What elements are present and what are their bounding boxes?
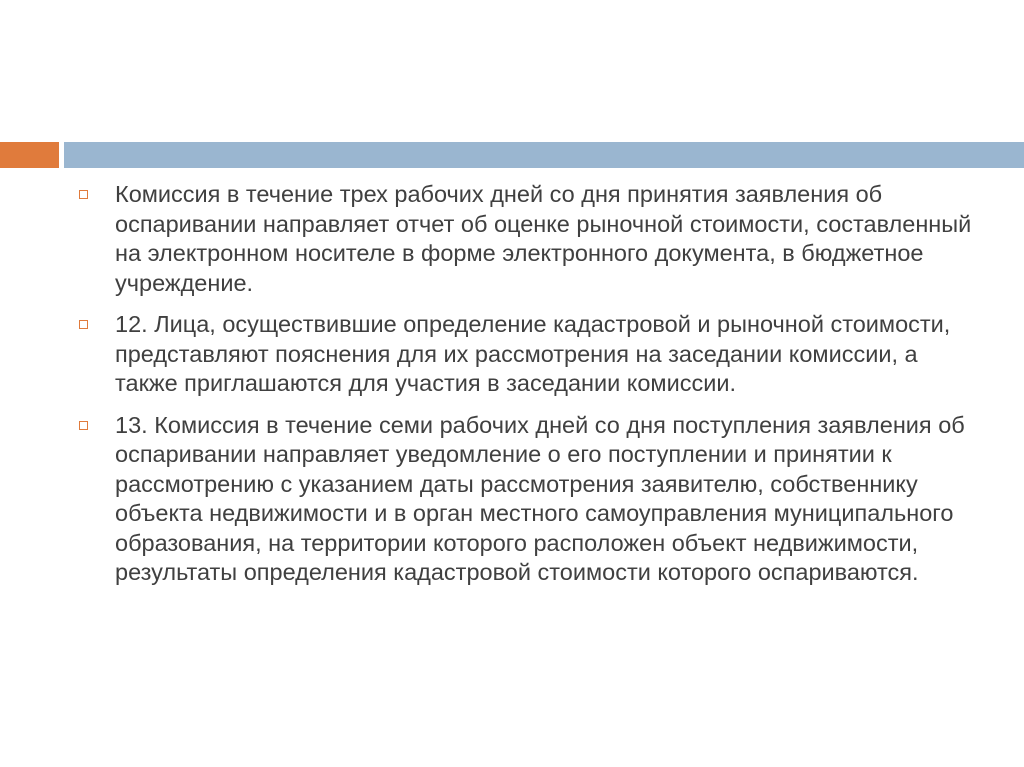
bullet-text: 12. Лица, осуществившие определение кадастровой и рыночной стоимости, представляют пояснения для их рассмотрения на заседании комиссии, а также приглашаются для участия в заседании комиссии. — [115, 311, 951, 396]
hollow-square-bullet-icon — [79, 190, 88, 199]
hollow-square-bullet-icon — [79, 320, 88, 329]
bullet-text: Комиссия в течение трех рабочих дней со дня принятия заявления об оспаривании направляет отчет об оценке рыночной стоимости, составленный на электронном носителе в форме электронного документа, в бюджетное учреждение. — [115, 181, 972, 296]
blue-header-bar — [64, 142, 1024, 168]
bullet-item — [78, 411, 978, 588]
orange-accent-bar — [0, 142, 59, 168]
hollow-square-bullet-icon — [79, 421, 88, 430]
bullet-list — [78, 180, 978, 600]
bullet-text: 13. Комиссия в течение семи рабочих дней со дня поступления заявления об оспаривании направляет уведомление о его поступлении и принятии к рассмотрению с указанием даты рассмотрения заявителю, собственнику объекта недвижимости и в орган местного самоуправления муниципального образования, на территории которого расположен объект недвижимости, результаты определения кадастровой стоимости которого оспариваются. — [115, 411, 965, 585]
bullet-item — [78, 310, 978, 399]
bullet-item — [78, 180, 978, 298]
